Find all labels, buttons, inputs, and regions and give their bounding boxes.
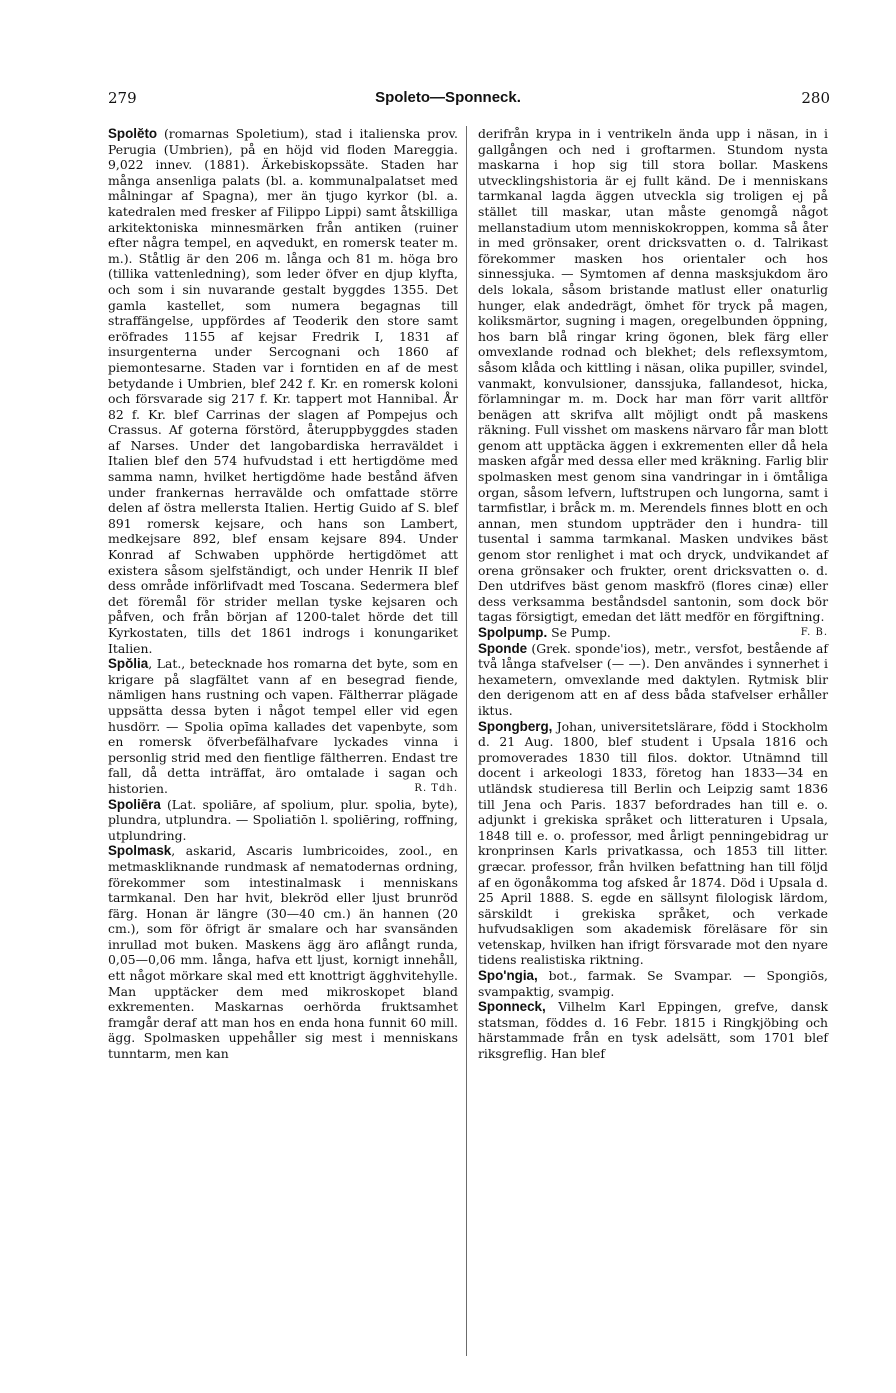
- entry-spongia: [478, 968, 828, 999]
- entry-spolpump: [478, 625, 828, 641]
- entry-headword: Spolĕto: [108, 126, 158, 141]
- page-number-right: 280: [801, 89, 830, 107]
- entry-text: Johan, universitetslärare, född i Stockholm d. 21 Aug. 1800, blef student i Upsala 1816 och promoverades 1830 till filos. doktor. Utnämnd till docent i arkeologi 1833, företog han 1833—34 en utländsk studieresa till Berlin och Leipzig samt 1836 till Jena och Paris. 1837 befordrades han till e. o. adjunkt i grekiska språket och litteraturen i Upsala, 1848 till e. o. professor, med årligt penningebidrag ur kronprinsen Karls privatkassa, och 1853 till litter. græcar. professor, från hvilken befattning han till följd af en ögonåkomma tog afsked år 1874. Död i Upsala d. 25 April 1888. S. egde en sällsynt filologisk lärdom, särskildt i grekiska språket, och verkade hufvudsakligen som akademisk föreläsare för sin vetenskap, hvilken han ifrigt försvarade mot den nyare tidens realistiska riktning.: [478, 718, 828, 968]
- entry-text: Se Pump.: [547, 625, 611, 640]
- entry-text: (Grek. sponde'ios), metr., versfot, bestående af två långa stafvelser (— —). Den användes i synnerhet i hexametern, omvexlande med daktylen. Rytmisk blir den derigenom att en af dess båda stafvelser erhåller iktus.: [478, 640, 828, 718]
- entry-headword: Spolmask: [108, 843, 172, 859]
- left-column: [108, 126, 458, 1062]
- running-title: Spoleto—Sponneck.: [375, 89, 521, 106]
- author-signature: F. B.: [800, 627, 828, 638]
- entry-spolia: [108, 656, 458, 796]
- entry-spolmask: [108, 843, 458, 1061]
- entry-text: , askarid, Ascaris lumbricoides, zool., en metmaskliknande rundmask af nematodernas ordning, förekommer som intestinalmask i menniskans tarmkanal. Den har hvit, blekröd eller ljust brunröd färg. Honan är längre (30—40 cm.) än hannen (20 cm.), som för öfrigt är smalare och har svansänden inrullad mot buken. Maskens ägg äro aflångt runda, 0,05—0,06 mm. långa, hafva ett ljust, kornigt innehåll, ett något mörkare skal med ett knottrigt ägghvitehylle. Man upptäcker dem med mikroskopet bland exkrementen. Maskarnas oerhörda fruktsamhet framgår deraf att man hos en enda hona funnit 60 mill. ägg. Spolmasken uppehåller sig mest i menniskans tunntarm, men kan: [108, 843, 458, 1062]
- entry-headword: Spo'ngia,: [478, 968, 538, 984]
- entry-text: bot., farmak. Se Svampar. — Spongiōs, svampaktig, svampig.: [478, 968, 828, 999]
- entry-spoleto: [108, 126, 458, 656]
- entry-spongberg: [478, 719, 828, 969]
- entry-text: (romarnas Spoletium), stad i italienska prov. Perugia (Umbrien), på en höjd vid floden Mareggia. 9,022 innev. (1881). Ärkebiskopssäte. Staden har många ansenliga palats (bl. a. kommunalpalatset med målningar af Spagna), mer än tjugo kyrkor (bl. a. katedralen med fresker af Filippo Lippi) samt åtskilliga arkitektoniska minnesmärken från antiken (ruiner efter några tempel, en aqvedukt, en romersk teater m. m.). Ståtlig är den 206 m. långa och 81 m. höga bro (tillika vattenledning), som leder öfver en djup klyfta, och som i sin nuvarande gestalt byggdes 1355. Det gamla kastellet, som numera begagnas till straffängelse, uppfördes af Teoderik den store samt eröfrades 1155 af kejsar Fredrik I, 1831 af insurgenterna under Sercognani och 1860 af piemontesarne. Staden var i forntiden en af de mest betydande i Umbrien, blef 242 f. Kr. en romersk koloni och försvarade sig 217 f. Kr. tappert mot Hannibal. År 82 f. Kr. blef Carrinas der slagen af Pompejus och Crassus. Af goterna förstörd, återuppbyggdes staden af Narses. Under det langobardiska herraväldet i Italien blef den 574 hufvudstad i ett hertigdöme med samma namn, hvilket hertigdöme hade bestånd äfven under frankernas herravälde och omfattade större delen af östra mellersta Italien. Hertig Guido af S. blef 891 romersk kejsare, och hans son Lambert, medkejsare 892, blef ensam kejsare 894. Under Konrad af Schwaben upphörde hertigdömet att existera såsom sjelfständigt, och under Henrik II blef dess område införlifvadt med Toscana. Sedermera blef det föremål för strider mellan tyske kejsaren och påfven, och från början af 1200-talet hörde det till Kyrkostaten, tills det 1861 indrogs i konungariket Italien.: [108, 126, 458, 656]
- entry-headword: Sponde: [478, 640, 528, 656]
- author-signature: R. Tdh.: [414, 782, 458, 794]
- entry-text: derifrån krypa in i ventrikeln ända upp i näsan, in i gallgången och ned i groftarmen. Stundom nysta maskarna i hop sig till stora bollar. Maskens utvecklingshistoria är ej fullt känd. De i menniskans tarmkanal lagda äggen utveckla sig troligen ej på stället till maskar, utan måste genomgå något mellanstadium utom menniskokroppen, komma så åter in med grönsaker, orent dricksvatten o. d. Talrikast förekommer masken hos orientaler och hos sinnessjuka. — Symtomen af denna masksjukdom äro dels lokala, såsom bristande matlust eller onaturlig hunger, elak andedrägt, ömhet för tryck på magen, koliksmärtor, sugning i magen, oregelbunden öppning, hos barn blå ringar kring ögonen, blek färg eller omvexlande rodnad och blekhet; dels reflexsymtom, såsom klåda och kittling i näsan, olika pupiller, svindel, vanmakt, konvulsioner, danssjuka, fallandesot, hicka, förlamningar m. m. Dock har man förr varit alltför benägen att skrifva allt möjligt ondt på maskens räkning. Full visshet om maskens närvaro får man blott genom att upptäcka äggen i exkrementen eller då hela masken afgår med dessa eller med kräkning. Farlig blir spolmasken mest genom sina vandringar in i ömtåliga organ, såsom lefvern, luftstrupen och lungorna, samt i tarmfistlar, i bråck m. m. Merendels finnes blott en och annan, men stundom uppträder den i hundra- till tusental i samma tarmkanal. Masken undvikes bäst genom stor renlighet i mat och dryck, undvikandet af orena grönsaker och frukter, orent dricksvatten o. d. Den utdrifves bäst genom maskfrö (flores cinæ) eller dess verksamma beståndsdel santonin, som dock bör tagas försigtigt, emedan det lätt medför en förgiftning.: [478, 126, 828, 625]
- entry-headword: Spoliēra: [108, 796, 161, 812]
- entry-text: , Lat., betecknade hos romarna det byte, som en krigare på slagfältet vann af en besegrad fiende, nämligen hans rustning och vapen. Fältherrar plägade uppsätta dessa byten i något tempel eller vid egen husdörr. — Spolia opīma kallades det vapenbyte, som en romersk öfverbefälhafvare lyckades vinna i personlig strid med den fientlige fältherren. Endast tre fall, då detta inträffat, äro omtalade i sagan och historien.: [108, 656, 458, 796]
- page-number-left: 279: [108, 89, 137, 107]
- entry-spoliera: [108, 797, 458, 844]
- column-divider: [466, 126, 467, 1356]
- right-column: [478, 126, 828, 1062]
- entry-text: Vilhelm Karl Eppingen, grefve, dansk statsman, föddes d. 16 Febr. 1815 i Ringkjöbing och härstammade från en tysk adelsätt, som 1701 blef riksgreflig. Han blef: [478, 999, 828, 1062]
- entry-headword: Spŏlia: [108, 656, 149, 672]
- page-header: [0, 89, 896, 113]
- entry-text: (Lat. spoliāre, af spolium, plur. spolia, byte), plundra, utplundra. — Spoliatiōn l. spoliēring, roffning, utplundring.: [108, 796, 458, 843]
- entry-headword: Spolpump.: [478, 625, 548, 640]
- entry-headword: Spongberg,: [478, 718, 553, 734]
- entry-sponde: [478, 641, 828, 719]
- entry-headword: Sponneck,: [478, 999, 546, 1015]
- entry-sponneck: [478, 999, 828, 1061]
